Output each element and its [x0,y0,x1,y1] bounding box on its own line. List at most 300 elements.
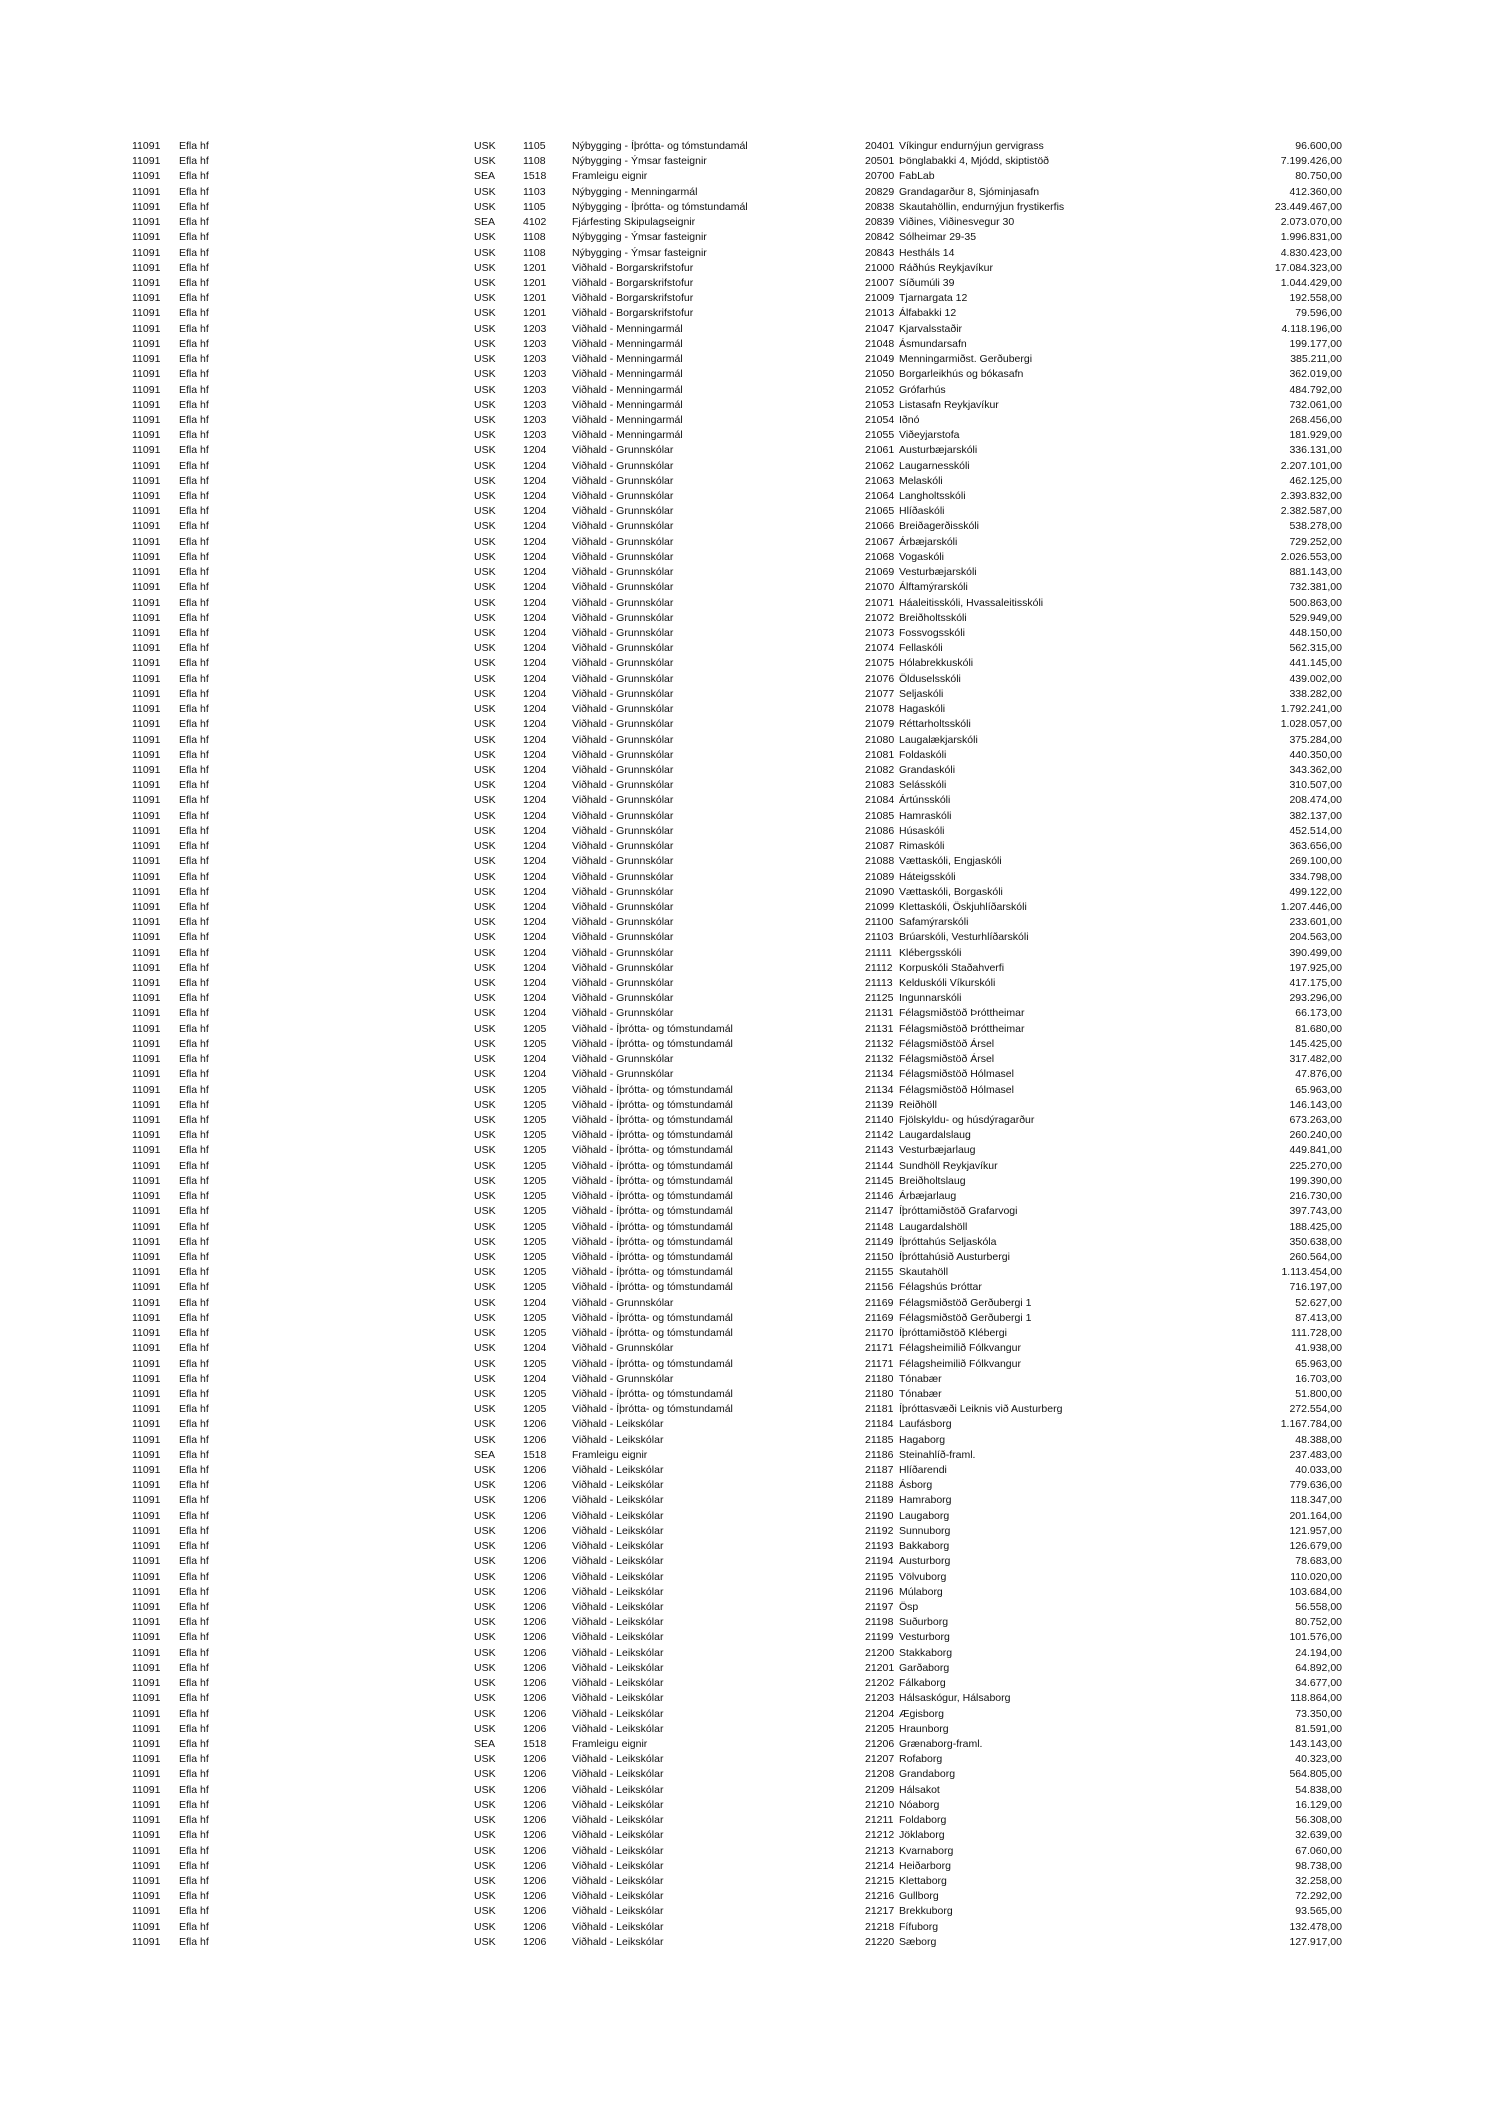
property-code-cell: 21007 [865,276,895,289]
amount-cell: 2.393.832,00 [1280,490,1342,503]
account-name-cell: Viðhald - Leikskólar [572,1768,664,1781]
account-number-cell: 1205 [523,1403,547,1416]
account-name-cell: Nýbygging - Íþrótta- og tómstundamál [572,200,748,213]
property-code-cell: 21212 [865,1829,895,1842]
dept-code-cell: USK [474,1464,496,1477]
dept-code-cell: USK [474,1616,496,1629]
property-name-cell: Listasafn Reykjavíkur [899,398,999,411]
dept-code-cell: USK [474,1631,496,1644]
amount-cell: 452.514,00 [1289,824,1342,837]
account-number-cell: 1105 [523,140,546,152]
account-name-cell: Viðhald - Leikskólar [572,1540,664,1553]
dept-code-cell: USK [474,231,496,244]
account-name-cell: Viðhald - Grunnskólar [572,459,674,472]
property-name-cell: Vesturbæjarlaug [899,1144,976,1157]
table-row [132,1387,1342,1402]
amount-cell: 32.639,00 [1295,1829,1342,1842]
account-name-cell: Viðhald - Grunnskólar [572,1372,674,1385]
account-name-cell: Viðhald - Leikskólar [572,1616,664,1629]
table-row [132,1189,1342,1204]
property-code-cell: 21048 [865,337,895,350]
amount-cell: 93.565,00 [1295,1905,1342,1918]
dept-code-cell: USK [474,1692,496,1705]
account-number-cell: 1204 [523,444,547,457]
vendor-id-cell: 11091 [132,292,161,305]
account-number-cell: 1204 [523,946,547,959]
amount-cell: 7.199.426,00 [1280,155,1342,168]
property-name-cell: Melaskóli [899,474,943,487]
ledger-table [132,139,1342,1950]
account-name-cell: Viðhald - Menningarmál [572,383,683,396]
property-code-cell: 21103 [865,931,894,944]
property-name-cell: Sundhöll Reykjavíkur [899,1159,998,1172]
account-number-cell: 1203 [523,413,547,426]
account-number-cell: 1205 [523,1311,547,1324]
account-name-cell: Framleigu eignir [572,170,648,183]
table-row [132,793,1342,808]
account-number-cell: 1204 [523,550,547,563]
dept-code-cell: USK [474,581,496,594]
account-number-cell: 1204 [523,1372,547,1385]
amount-cell: 268.456,00 [1289,413,1342,426]
dept-code-cell: USK [474,642,496,655]
account-number-cell: 1108 [523,246,546,259]
dept-code-cell: USK [474,1311,496,1324]
property-code-cell: 21085 [865,809,895,822]
account-name-cell: Viðhald - Leikskólar [572,1494,664,1507]
dept-code-cell: USK [474,1250,496,1263]
account-name-cell: Viðhald - Íþrótta- og tómstundamál [572,1250,733,1263]
amount-cell: 233.601,00 [1289,916,1342,929]
amount-cell: 260.240,00 [1289,1129,1342,1142]
amount-cell: 439.002,00 [1289,672,1342,685]
property-name-cell: Hagaskóli [899,703,946,716]
dept-code-cell: USK [474,1661,496,1674]
property-code-cell: 21215 [865,1874,895,1887]
account-number-cell: 1206 [523,1814,547,1827]
vendor-name-cell: Efla hf [179,916,209,929]
account-name-cell: Viðhald - Grunnskólar [572,1342,674,1355]
account-name-cell: Viðhald - Leikskólar [572,1418,664,1431]
table-row [132,778,1342,793]
table-row [132,1615,1342,1630]
amount-cell: 500.863,00 [1289,596,1342,609]
account-name-cell: Viðhald - Íþrótta- og tómstundamál [572,1114,733,1126]
account-name-cell: Nýbygging - Íþrótta- og tómstundamál [572,140,748,152]
dept-code-cell: USK [474,824,496,837]
vendor-name-cell: Efla hf [179,1296,209,1309]
property-name-cell: Fossvogsskóli [899,627,965,639]
account-number-cell: 1204 [523,900,547,913]
property-code-cell: 21180 [865,1387,894,1400]
amount-cell: 87.413,00 [1295,1311,1342,1324]
account-number-cell: 1205 [523,1037,547,1050]
table-row [132,672,1342,687]
property-code-cell: 21140 [865,1114,894,1126]
dept-code-cell: USK [474,1814,496,1827]
table-row [132,1722,1342,1737]
account-number-cell: 1206 [523,1677,547,1690]
vendor-name-cell: Efla hf [179,961,209,974]
vendor-id-cell: 11091 [132,474,161,487]
property-name-cell: Ingunnarskóli [899,992,962,1005]
dept-code-cell: USK [474,1890,496,1903]
dept-code-cell: USK [474,1190,496,1203]
dept-code-cell: USK [474,1829,496,1842]
account-number-cell: 1205 [523,1190,547,1203]
property-code-cell: 21083 [865,779,895,792]
account-number-cell: 1206 [523,1798,547,1811]
account-number-cell: 1204 [523,535,547,548]
amount-cell: 1.792.241,00 [1280,703,1342,716]
amount-cell: 4.830.423,00 [1280,246,1342,259]
vendor-id-cell: 11091 [132,1798,161,1811]
vendor-name-cell: Efla hf [179,1646,209,1659]
property-name-cell: Tónabær [899,1387,942,1400]
account-name-cell: Viðhald - Leikskólar [572,1935,664,1948]
dept-code-cell: USK [474,1798,496,1811]
account-number-cell: 1518 [523,1448,547,1461]
property-name-cell: Háteigsskóli [899,870,956,883]
account-number-cell: 1204 [523,657,547,670]
property-code-cell: 21047 [865,322,895,335]
property-code-cell: 20839 [865,216,895,229]
property-code-cell: 21196 [865,1585,894,1598]
vendor-name-cell: Efla hf [179,900,209,913]
vendor-name-cell: Efla hf [179,322,209,335]
vendor-name-cell: Efla hf [179,353,209,366]
account-number-cell: 1203 [523,337,547,350]
vendor-id-cell: 11091 [132,1859,161,1872]
vendor-name-cell: Efla hf [179,261,209,274]
table-row [132,1235,1342,1250]
property-code-cell: 21192 [865,1524,894,1537]
dept-code-cell: USK [474,1372,496,1385]
dept-code-cell: USK [474,657,496,670]
vendor-id-cell: 11091 [132,1083,161,1096]
amount-cell: 81.591,00 [1295,1722,1342,1735]
vendor-id-cell: 11091 [132,733,161,746]
vendor-id-cell: 11091 [132,763,161,776]
property-name-cell: Breiðagerðisskóli [899,520,979,533]
vendor-id-cell: 11091 [132,1677,161,1690]
vendor-name-cell: Efla hf [179,1174,209,1187]
property-name-cell: Borgarleikhús og bókasafn [899,368,1024,381]
amount-cell: 1.044.429,00 [1280,276,1342,289]
vendor-id-cell: 11091 [132,1646,161,1659]
dept-code-cell: USK [474,718,496,731]
vendor-id-cell: 11091 [132,535,161,548]
table-row [132,1783,1342,1798]
amount-cell: 64.892,00 [1295,1661,1342,1674]
account-number-cell: 1204 [523,794,547,807]
vendor-id-cell: 11091 [132,1692,161,1705]
dept-code-cell: USK [474,687,496,700]
dept-code-cell: USK [474,276,496,289]
amount-cell: 732.061,00 [1289,398,1342,411]
table-row [132,1296,1342,1311]
dept-code-cell: USK [474,961,496,974]
vendor-name-cell: Efla hf [179,1387,209,1400]
vendor-name-cell: Efla hf [179,977,209,990]
vendor-id-cell: 11091 [132,413,161,426]
vendor-id-cell: 11091 [132,505,161,518]
vendor-id-cell: 11091 [132,840,161,853]
account-name-cell: Viðhald - Grunnskólar [572,581,674,594]
table-row [132,1417,1342,1432]
amount-cell: 41.938,00 [1295,1342,1342,1355]
property-code-cell: 21186 [865,1448,894,1461]
property-name-cell: Korpuskóli Staðahverfi [899,961,1005,974]
account-name-cell: Viðhald - Leikskólar [572,1524,664,1537]
vendor-id-cell: 11091 [132,155,161,168]
amount-cell: 201.164,00 [1289,1509,1342,1522]
amount-cell: 78.683,00 [1295,1555,1342,1568]
dept-code-cell: USK [474,155,496,168]
account-name-cell: Viðhald - Leikskólar [572,1601,664,1613]
table-row [132,900,1342,915]
vendor-id-cell: 11091 [132,1342,161,1355]
vendor-name-cell: Efla hf [179,1768,209,1781]
property-code-cell: 21206 [865,1737,895,1750]
vendor-name-cell: Efla hf [179,1403,209,1416]
account-number-cell: 1518 [523,1737,547,1750]
dept-code-cell: USK [474,1205,496,1218]
property-name-cell: Foldaborg [899,1814,947,1827]
vendor-name-cell: Efla hf [179,413,209,426]
account-name-cell: Viðhald - Grunnskólar [572,718,674,731]
amount-cell: 146.143,00 [1289,1098,1342,1111]
amount-cell: 111.728,00 [1291,1327,1342,1340]
dept-code-cell: USK [474,200,496,213]
account-name-cell: Viðhald - Leikskólar [572,1890,664,1903]
account-number-cell: 1206 [523,1905,547,1918]
account-name-cell: Viðhald - Grunnskólar [572,870,674,883]
amount-cell: 66.173,00 [1295,1007,1342,1020]
account-number-cell: 1206 [523,1585,547,1598]
vendor-id-cell: 11091 [132,520,161,533]
vendor-id-cell: 11091 [132,1129,161,1142]
table-row [132,139,1342,154]
account-number-cell: 1204 [523,824,547,837]
vendor-name-cell: Efla hf [179,1433,209,1446]
property-name-cell: Viðines, Viðinesvegur 30 [899,216,1015,229]
property-code-cell: 21066 [865,520,895,533]
amount-cell: 317.482,00 [1289,1053,1342,1066]
account-name-cell: Viðhald - Grunnskólar [572,748,674,761]
property-code-cell: 21086 [865,824,895,837]
vendor-name-cell: Efla hf [179,155,209,168]
table-row [132,1478,1342,1493]
table-row [132,1813,1342,1828]
vendor-id-cell: 11091 [132,1022,161,1035]
property-name-cell: Álftamýrarskóli [899,581,968,594]
amount-cell: 65.963,00 [1295,1083,1342,1096]
property-code-cell: 20700 [865,170,895,183]
account-name-cell: Viðhald - Leikskólar [572,1814,664,1827]
amount-cell: 54.838,00 [1295,1783,1342,1796]
vendor-name-cell: Efla hf [179,474,209,487]
property-name-cell: Félagsmiðstöð Ársel [899,1053,995,1066]
dept-code-cell: USK [474,1874,496,1887]
property-name-cell: Seljaskóli [899,687,944,700]
vendor-id-cell: 11091 [132,581,161,594]
amount-cell: 23.449.467,00 [1274,200,1342,213]
vendor-name-cell: Efla hf [179,870,209,883]
property-name-cell: Brekkuborg [899,1905,953,1918]
table-row [132,1402,1342,1417]
amount-cell: 52.627,00 [1295,1296,1342,1309]
account-name-cell: Viðhald - Íþrótta- og tómstundamál [572,1327,733,1340]
property-name-cell: Laugalækjarskóli [899,733,978,746]
table-row [132,367,1342,382]
account-number-cell: 1206 [523,1555,547,1568]
vendor-name-cell: Efla hf [179,216,209,229]
table-row [132,656,1342,671]
table-row [132,885,1342,900]
property-code-cell: 21065 [865,505,895,518]
vendor-name-cell: Efla hf [179,1661,209,1674]
account-name-cell: Viðhald - Íþrótta- og tómstundamál [572,1159,733,1172]
account-name-cell: Viðhald - Grunnskólar [572,444,674,457]
property-name-cell: Sunnuborg [899,1524,951,1537]
account-name-cell: Viðhald - Menningarmál [572,368,683,381]
account-name-cell: Viðhald - Leikskólar [572,1692,664,1705]
vendor-name-cell: Efla hf [179,855,209,868]
table-row [132,1509,1342,1524]
account-number-cell: 1204 [523,596,547,609]
table-row [132,717,1342,732]
account-name-cell: Viðhald - Grunnskólar [572,1296,674,1309]
table-row [132,946,1342,961]
dept-code-cell: USK [474,931,496,944]
vendor-id-cell: 11091 [132,824,161,837]
amount-cell: 732.381,00 [1289,581,1342,594]
account-number-cell: 1206 [523,1570,547,1583]
account-name-cell: Viðhald - Grunnskólar [572,1007,674,1020]
property-code-cell: 21199 [865,1631,894,1644]
vendor-id-cell: 11091 [132,1920,161,1933]
vendor-name-cell: Efla hf [179,1692,209,1705]
property-code-cell: 21155 [865,1266,894,1279]
account-number-cell: 1205 [523,1281,547,1294]
table-row [132,1220,1342,1235]
table-row [132,322,1342,337]
vendor-id-cell: 11091 [132,261,161,274]
vendor-id-cell: 11091 [132,1524,161,1537]
property-code-cell: 21187 [865,1464,894,1477]
vendor-id-cell: 11091 [132,1707,161,1720]
table-row [132,1828,1342,1843]
property-code-cell: 21112 [865,961,893,974]
property-name-cell: Völvuborg [899,1570,947,1583]
amount-cell: 126.679,00 [1289,1540,1342,1553]
property-code-cell: 21209 [865,1783,895,1796]
vendor-id-cell: 11091 [132,1281,161,1294]
account-name-cell: Viðhald - Leikskólar [572,1798,664,1811]
amount-cell: 16.703,00 [1295,1372,1342,1385]
account-name-cell: Viðhald - Leikskólar [572,1464,664,1477]
table-row [132,1767,1342,1782]
property-code-cell: 21180 [865,1372,894,1385]
table-row [132,1524,1342,1539]
account-number-cell: 1205 [523,1083,547,1096]
dept-code-cell: USK [474,1540,496,1553]
account-name-cell: Viðhald - Íþrótta- og tómstundamál [572,1098,733,1111]
account-name-cell: Viðhald - Menningarmál [572,322,683,335]
table-row [132,1920,1342,1935]
amount-cell: 47.876,00 [1295,1068,1342,1081]
table-row [132,1539,1342,1554]
account-number-cell: 1205 [523,1205,547,1218]
vendor-id-cell: 11091 [132,1387,161,1400]
account-number-cell: 1205 [523,1266,547,1279]
property-code-cell: 21218 [865,1920,895,1933]
property-name-cell: Ráðhús Reykjavíkur [899,261,993,274]
vendor-name-cell: Efla hf [179,1311,209,1324]
vendor-name-cell: Efla hf [179,824,209,837]
property-name-cell: Skautahöll [899,1266,949,1279]
property-code-cell: 21078 [865,703,895,716]
table-row [132,215,1342,230]
vendor-id-cell: 11091 [132,718,161,731]
amount-cell: 440.350,00 [1289,748,1342,761]
vendor-id-cell: 11091 [132,657,161,670]
table-row [132,1570,1342,1585]
vendor-id-cell: 11091 [132,490,161,503]
vendor-id-cell: 11091 [132,276,161,289]
table-row [132,702,1342,717]
vendor-name-cell: Efla hf [179,490,209,503]
account-number-cell: 1204 [523,931,547,944]
property-name-cell: FabLab [899,170,935,183]
vendor-name-cell: Efla hf [179,1509,209,1522]
table-row [132,1250,1342,1265]
property-code-cell: 21195 [865,1570,894,1583]
vendor-name-cell: Efla hf [179,1829,209,1842]
vendor-id-cell: 11091 [132,1844,161,1857]
amount-cell: 199.177,00 [1289,337,1342,350]
vendor-id-cell: 11091 [132,1631,161,1644]
dept-code-cell: USK [474,368,496,381]
account-number-cell: 1204 [523,855,547,868]
table-row [132,185,1342,200]
vendor-name-cell: Efla hf [179,642,209,655]
amount-cell: 32.258,00 [1295,1874,1342,1887]
property-code-cell: 21132 [865,1037,894,1050]
property-code-cell: 21210 [865,1798,895,1811]
account-number-cell: 1204 [523,992,547,1005]
vendor-name-cell: Efla hf [179,505,209,518]
property-code-cell: 21052 [865,383,895,396]
dept-code-cell: USK [474,900,496,913]
account-name-cell: Viðhald - Grunnskólar [572,657,674,670]
table-row [132,519,1342,534]
dept-code-cell: USK [474,1722,496,1735]
dept-code-cell: USK [474,1220,496,1233]
property-name-cell: Breiðholtsskóli [899,611,967,624]
property-name-cell: Fellaskóli [899,642,943,655]
account-name-cell: Viðhald - Grunnskólar [572,474,674,487]
account-name-cell: Viðhald - Íþrótta- og tómstundamál [572,1220,733,1233]
account-name-cell: Viðhald - Leikskólar [572,1677,664,1690]
vendor-name-cell: Efla hf [179,672,209,685]
account-name-cell: Viðhald - Leikskólar [572,1920,664,1933]
property-name-cell: Ásmundarsafn [899,337,967,350]
account-name-cell: Viðhald - Grunnskólar [572,611,674,624]
property-name-cell: Klettaborg [899,1874,947,1887]
vendor-id-cell: 11091 [132,992,161,1005]
